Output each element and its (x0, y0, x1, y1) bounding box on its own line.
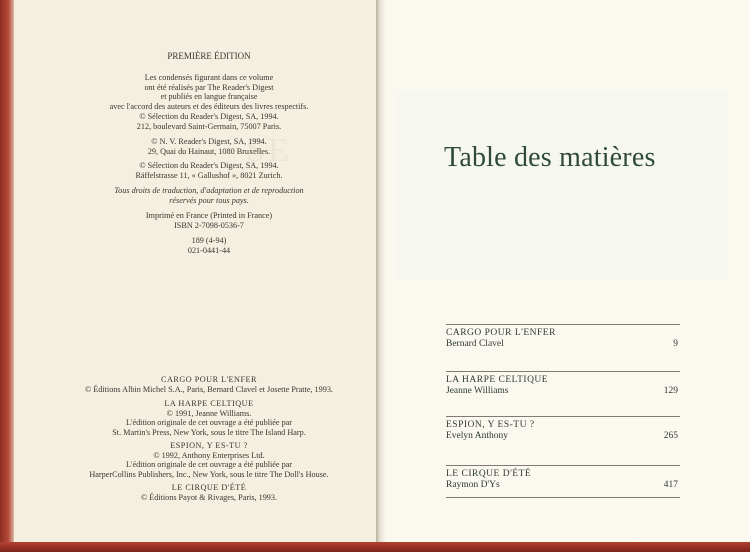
credit-line: © 1992, Anthony Enterprises Ltd. (153, 450, 265, 460)
credit-espion (54, 441, 364, 479)
toc-entry-page: 417 (663, 480, 678, 490)
printed-line: Imprimé en France (Printed in France) (145, 211, 273, 220)
toc-entry-page: 265 (663, 431, 678, 441)
toc-entry-page: 9 (673, 339, 678, 349)
credit-title: ESPION, Y ES-TU ? (170, 441, 248, 450)
credit-cargo (54, 375, 364, 394)
credit-line: HarperCollins Publishers, Inc., New York, sous le titre The Doll's House. (89, 469, 329, 479)
credit-line: St. Martin's Press, New York, sous le titre The Island Harp. (112, 427, 306, 437)
copyright-line: © Sélection du Reader's Digest, SA, 1994. (139, 112, 279, 121)
toc-entry-author: Bernard Clavel (446, 339, 504, 349)
toc-entry-title: LA HARPE CELTIQUE (446, 375, 549, 385)
book-cover-edge-bottom (0, 542, 750, 552)
credit-cirque (54, 483, 364, 502)
isbn-line: ISBN 2-7098-0536-7 (174, 220, 244, 230)
book-cover-edge-left (0, 0, 14, 552)
show-through-text: SE (246, 132, 292, 169)
credit-line: © Éditions Albin Michel S.A., Paris, Bernard Clavel et Josette Pratte, 1993. (85, 384, 333, 394)
print-codes (54, 236, 364, 255)
toc-entry (446, 328, 680, 350)
edition-label: PREMIÈRE ÉDITION (167, 51, 251, 61)
toc-divider (446, 371, 680, 372)
toc-entry-title: LE CIRQUE D'ÉTÉ (446, 469, 532, 479)
intro-text (54, 73, 364, 111)
credit-line: © Éditions Payot & Rivages, Paris, 1993. (140, 492, 278, 502)
copyright-bruxelles (54, 137, 364, 156)
printing-info (54, 211, 364, 230)
toc-divider-bottom (446, 497, 680, 498)
copyright-paris (54, 112, 364, 131)
toc-entry-author: Jeanne Williams (446, 386, 509, 396)
toc-divider (446, 416, 680, 417)
rights-text (54, 186, 364, 205)
credit-line: L'édition originale de cet ouvrage a été publiée par (125, 418, 293, 428)
credit-harpe (54, 399, 364, 437)
credit-line: © 1991, Jeanne Williams. (166, 408, 252, 418)
intro-line: Les condensés figurant dans ce volume (144, 73, 274, 82)
book-spine (376, 0, 386, 552)
code-line: 021-0441-44 (187, 245, 231, 255)
rights-line: Tous droits de traduction, d'adaptation et de reproduction (114, 186, 304, 195)
code-line: 189 (4-94) (191, 236, 227, 245)
toc-entry-page: 129 (663, 386, 678, 396)
copyright-line: 29, Quai du Hainaut, 1080 Bruxelles. (147, 146, 271, 156)
credit-title: LE CIRQUE D'ÉTÉ (171, 483, 247, 492)
copyright-line: © N. V. Reader's Digest, SA, 1994. (151, 137, 267, 146)
copyright-line: © Sélection du Reader's Digest, SA, 1994. (139, 161, 279, 170)
intro-line: ont été réalisés par The Reader's Digest (144, 82, 274, 92)
copyright-zurich (54, 161, 364, 180)
intro-line: et publiés en langue française (160, 92, 258, 102)
toc-entry-title: CARGO POUR L'ENFER (446, 328, 556, 338)
credit-title: LA HARPE CELTIQUE (164, 399, 254, 408)
left-page (14, 0, 376, 552)
rights-line: réservés pour tous pays. (169, 195, 249, 205)
toc-divider (446, 324, 680, 325)
credit-title: CARGO POUR L'ENFER (160, 375, 257, 384)
intro-line: avec l'accord des auteurs et des éditeurs des livres respectifs. (109, 101, 309, 111)
credit-line: L'édition originale de cet ouvrage a été publiée par (125, 460, 293, 470)
toc-entry-title: ESPION, Y ES-TU ? (446, 420, 535, 430)
toc-divider (446, 465, 680, 466)
toc-entry-author: Evelyn Anthony (446, 431, 509, 441)
toc-entry (446, 420, 680, 442)
show-through-image (398, 90, 728, 280)
toc-entry (446, 469, 680, 491)
toc-entry (446, 375, 680, 397)
toc-entry-author: Raymon D'Ys (446, 480, 500, 490)
toc-title: Table des matières (444, 142, 656, 173)
copyright-line: 212, boulevard Saint-Germain, 75007 Paris. (136, 121, 282, 131)
copyright-line: Räffelstrasse 11, « Gallushof », 8021 Zurich. (135, 170, 283, 180)
